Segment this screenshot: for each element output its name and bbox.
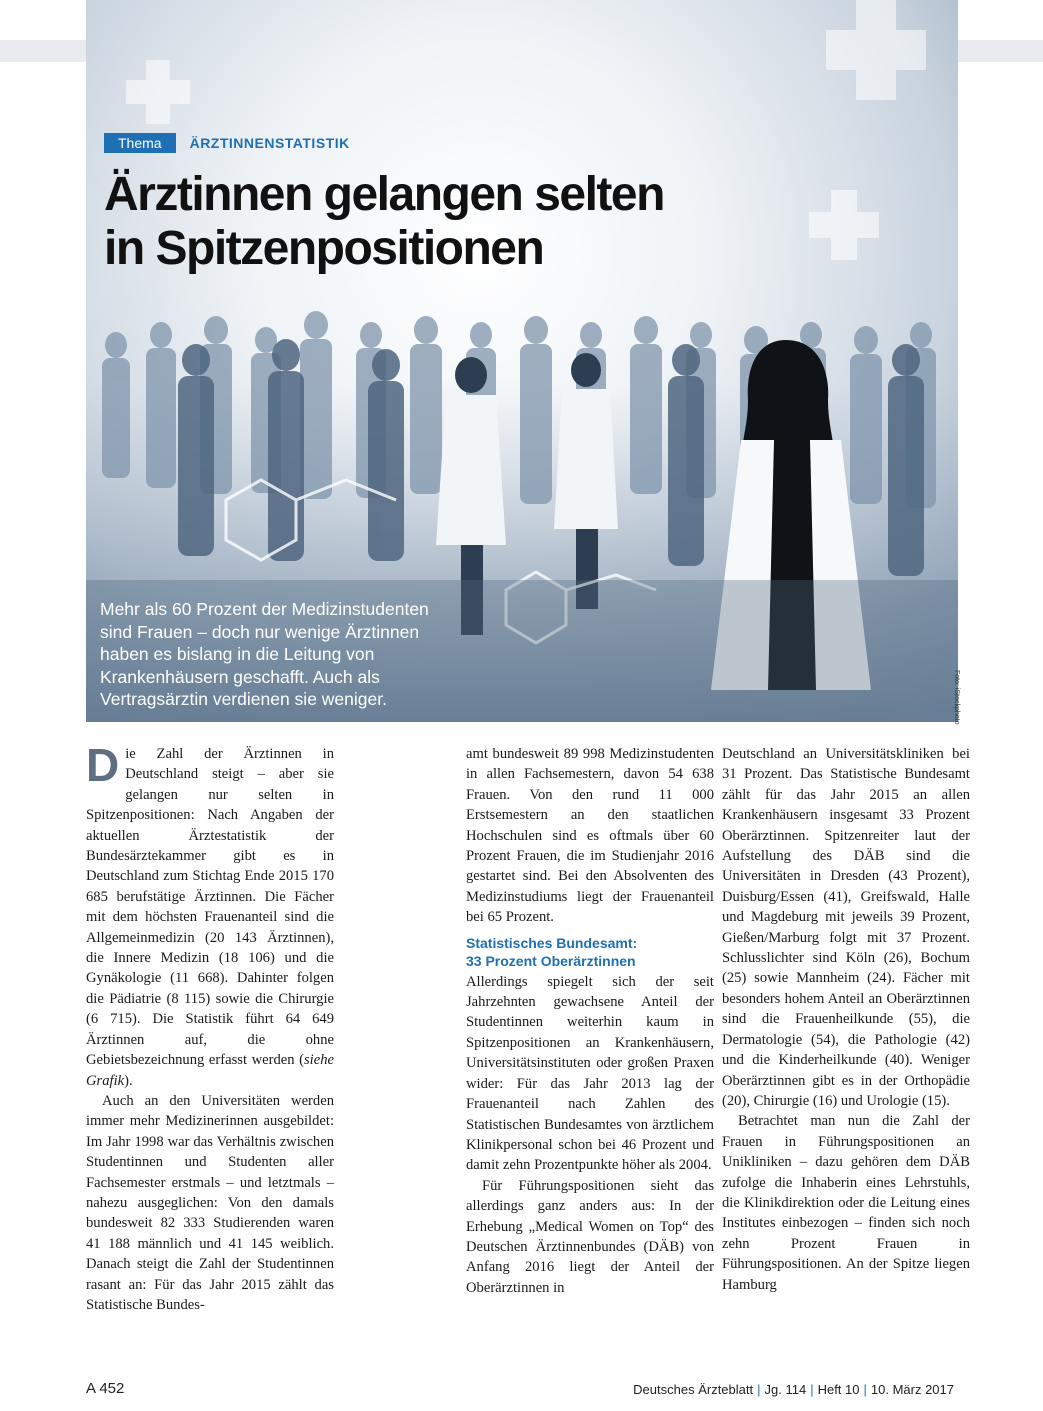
separator: | [863,1382,867,1397]
lead-text [100,598,510,711]
paragraph-4: Allerdings spiegelt sich der seit Jahrzehnten gewachsene Anteil der Studentinnen weiterhin kaum in Spitzenpositionen an Krankenhäusern, Universitätsinstituten oder großen Praxen wider: Für das Jahr 2013 lag der Frauenanteil nach Zahlen des Statistischen Bundesamtes von ärztlichem Klinikpersonal schon bei 46 Prozent und damit zehn Prozentpunkte höher als 2004. [466,973,714,1174]
page-footer [86,1380,958,1402]
separator: | [757,1382,761,1397]
photo-credit: Foto: iStockphoto [953,670,960,725]
issue-date: 10. März 2017 [870,1382,954,1397]
subheading-line-2: 33 Prozent Oberärztinnen [466,952,636,969]
headline-line-1: Ärztinnen gelangen selten [104,168,664,221]
separator: | [810,1382,814,1397]
article-column-1 [86,739,334,1315]
issue: Heft 10 [817,1382,860,1397]
headline [104,168,744,276]
paragraph-6: Deutschland an Universitätskliniken bei 31 Prozent. Das Statistische Bundesamt zählt für das Jahr 2015 an allen Krankenhäusern insgesamt 33 Prozent Oberärztinnen. Spitzenreiter laut der Aufstellung des DÄB sind die Universitäten in Dresden (43 Prozent), Duisburg/Essen (41), Greifswald, Halle und Magdeburg mit jeweils 39 Prozent, Gießen/Marburg folgt mit 37 Prozent. Schlusslichter sind Köln (26), Bochum (25) sowie Mannheim (24). Fächer mit besonders hohem Anteil an Oberärztinnen sind die Frauenheilkunde (55), die Dermatologie (54), die Pathologie (42) und die Kinderheilkunde (40). Weniger Oberärztinnen gibt es in der Orthopädie (20), Chirurgie (16) und Urologie (15). [722,746,970,1109]
article-column-3 [722,744,970,1295]
paragraph-2: Auch an den Universitäten werden immer mehr Medizinerinnen ausgebildet: Im Jahr 1998 war das Verhältnis zwischen Studentinnen und Studenten aller Fachsemester erstmals – und letztmals – nahezu ausgeglichen: Von den damals bundesweit 82 333 Studierenden waren 41 188 männlich und 41 145 weiblich. Danach steigt die Zahl der Studentinnen rasant an: Für das Jahr 2015 zählt das Statistische Bundes- [86,1092,334,1313]
footer-meta [629,1382,958,1397]
page-number: A 452 [86,1380,125,1397]
journal-name: Deutsches Ärzteblatt [633,1382,754,1397]
grafik-reference: siehe Grafik [86,1052,334,1089]
paragraph-3: amt bundesweit 89 998 Medizinstudenten in allen Fachsemestern, davon 54 638 Frauen. Von den rund 11 000 Erstsemestern an den staatlichen Hochschulen sind es oftmals über 60 Prozent Frauen, die im Studienjahr 2016 gestartet sind. Bei den Absolventen des Medizinstudiums liegt der Frauenanteil bei 65 Prozent. [466,746,714,926]
volume: Jg. 114 [764,1382,807,1397]
headline-line-2: in Spitzenpositionen [104,222,544,275]
article-column-2 [466,744,714,1298]
thema-tag: Thema [104,133,176,153]
paragraph-1: Die Zahl der Ärztinnen in Deutschland steigt – aber sie gelangen nur selten in Spitzenpositionen: Nach Angaben der aktuellen Ärztestatistik der Bundesärztekammer gibt es in Deutschland zum Stichtag Ende 2015 170 685 berufstätige Ärztinnen. Die Fächer mit dem höchsten Frauenanteil sind die Allgemeinmedizin (20 143 Ärztinnen), die Innere Medizin (18 106) und die Gynäkologie (11 668). Dahinter folgen die Pädiatrie (8 115) sowie die Chirurgie (6 715). Die Statistik führt 64 649 Ärztinnen auf, die ohne Gebietsbezeichnung erfasst werden (siehe Grafik). [86,739,334,1089]
kicker: ÄRZTINNENSTATISTIK [189,135,350,151]
paragraph-7: Betrachtet man nun die Zahl der Frauen in Führungspositionen an Unikliniken – dazu gehören dem DÄB zufolge die Inhaberin eines Lehrstuhls, die Klinikdirektion oder die Leitung eines Institutes einbezogen – finden sich noch zehn Prozent Frauen in Führungspositionen. An der Spitze liegen Hamburg [722,1113,970,1293]
lead-line: sind Frauen – doch nur wenige Ärztinnen [100,621,420,642]
paragraph-5: Für Führungspositionen sieht das allerdings ganz anders aus: In der Erhebung „Medical Women on Top“ des Deutschen Ärztinnenbundes (DÄB) von Anfang 2016 liegt der Anteil der Oberärztinnen in [466,1177,714,1296]
subheading-line-1: Statistisches Bundesamt: [466,934,638,951]
lead-line: haben es bislang in die Leitung von [100,644,375,664]
drop-cap: D [86,739,120,791]
category-row [104,133,350,153]
lead-line: Krankenhäusern geschafft. Auch als [100,666,380,687]
subheading [466,934,714,970]
lead-line: Mehr als 60 Prozent der Medizinstudenten [100,599,429,619]
lead-line: Vertragsärztin verdienen sie weniger. [100,689,387,709]
